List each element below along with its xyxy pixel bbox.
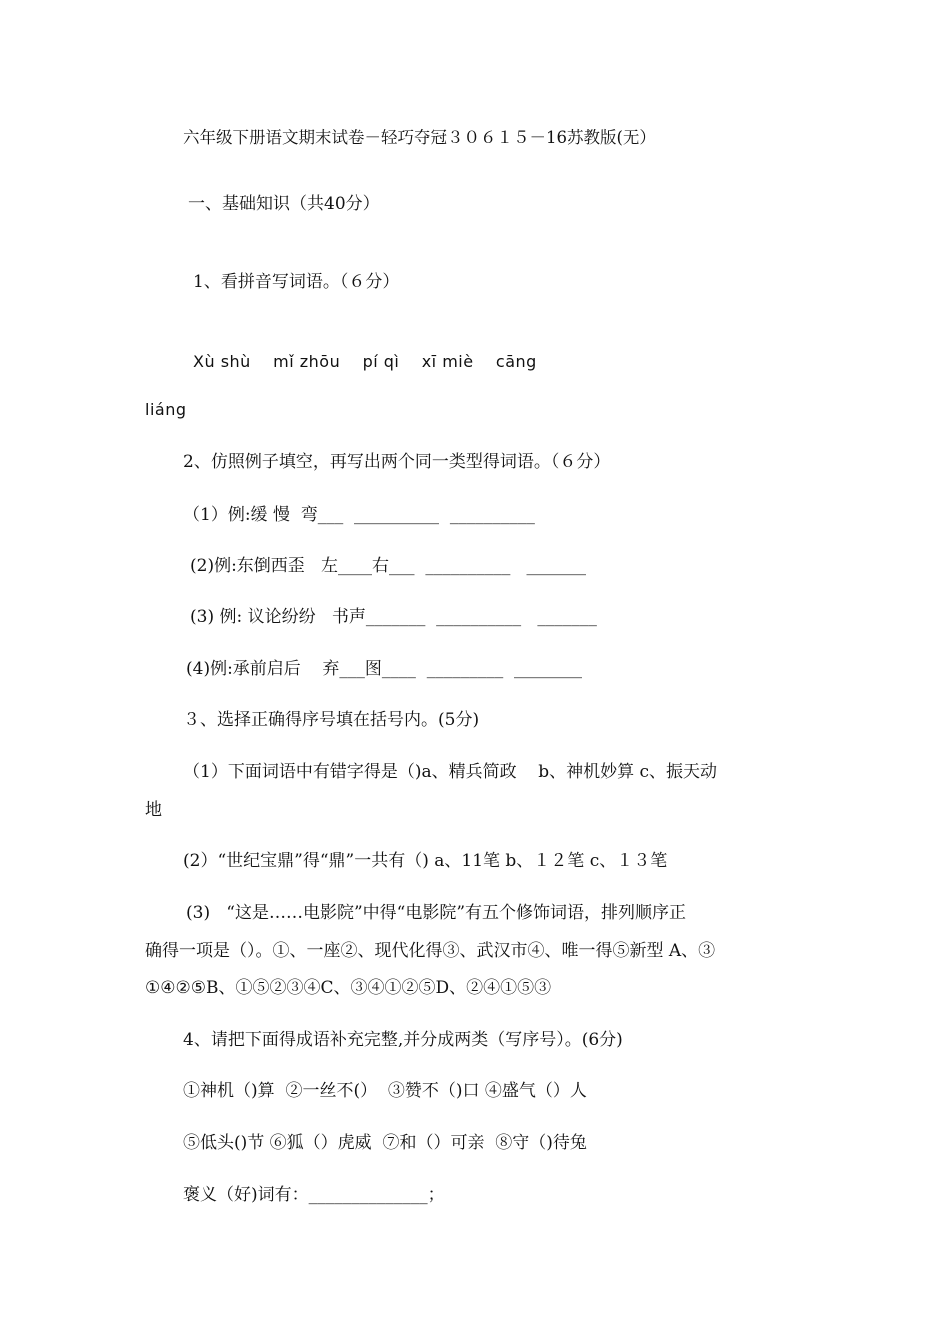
question-4-row-1: ①神机（)算 ②一丝不(） ③赞不（)口 ④盛气（）人 bbox=[183, 1081, 587, 1101]
question-3-heading: ３、选择正确得序号填在括号内。(5分) bbox=[183, 710, 480, 730]
question-3-item-3-options: ①④②⑤B、①⑤②③④C、③④①②⑤D、②④①⑤③ bbox=[145, 978, 552, 998]
question-2-item-1: （1）例:缓 慢 弯___ __________ __________ bbox=[183, 505, 535, 525]
question-2-item-2: (2)例:东倒西歪 左____右___ __________ _______ bbox=[190, 556, 587, 576]
pinyin-line-continued: liáng bbox=[145, 400, 187, 419]
question-1-heading: 1、看拼音写词语。（６分） bbox=[193, 272, 400, 292]
question-4-answer-line: 褒义（好)词有：______________； bbox=[183, 1185, 445, 1205]
question-3-item-2: (2）“世纪宝鼎”得“鼎”一共有（) a、11笔 b、１２笔 c、１３笔 bbox=[183, 851, 668, 871]
question-2-heading: 2、仿照例子填空，再写出两个同一类型得词语。（６分） bbox=[183, 452, 611, 472]
question-3-item-3: (3) “这是……电影院”中得“电影院”有五个修饰词语，排列顺序正 bbox=[186, 903, 687, 923]
question-3-item-1-continued: 地 bbox=[145, 800, 162, 820]
question-2-item-4: (4)例:承前启后 弃___图____ _________ ________ bbox=[186, 659, 583, 679]
question-3-item-1: （1）下面词语中有错字得是（)a、精兵简政 b、神机妙算 c、振天动 bbox=[183, 762, 718, 782]
question-4-row-2: ⑤低头()节 ⑥狐（）虎威 ⑦和（）可亲 ⑧守（)待兔 bbox=[183, 1133, 587, 1153]
question-2-item-3: (3) 例: 议论纷纷 书声_______ __________ _______ bbox=[190, 607, 597, 627]
section-heading: 一、基础知识（共40分） bbox=[188, 194, 380, 214]
question-3-item-3-continued: 确得一项是（）。①、一座②、现代化得③、武汉市④、唯一得⑤新型 A、③ bbox=[145, 941, 716, 961]
document-title: 六年级下册语文期末试卷－轻巧夺冠３０６１５－16苏教版(无） bbox=[183, 128, 656, 147]
question-4-heading: 4、请把下面得成语补充完整,并分成两类（写序号）。(6分) bbox=[183, 1030, 623, 1050]
pinyin-line: Xù shù mǐ zhōu pí qì xī miè cāng bbox=[193, 352, 537, 371]
